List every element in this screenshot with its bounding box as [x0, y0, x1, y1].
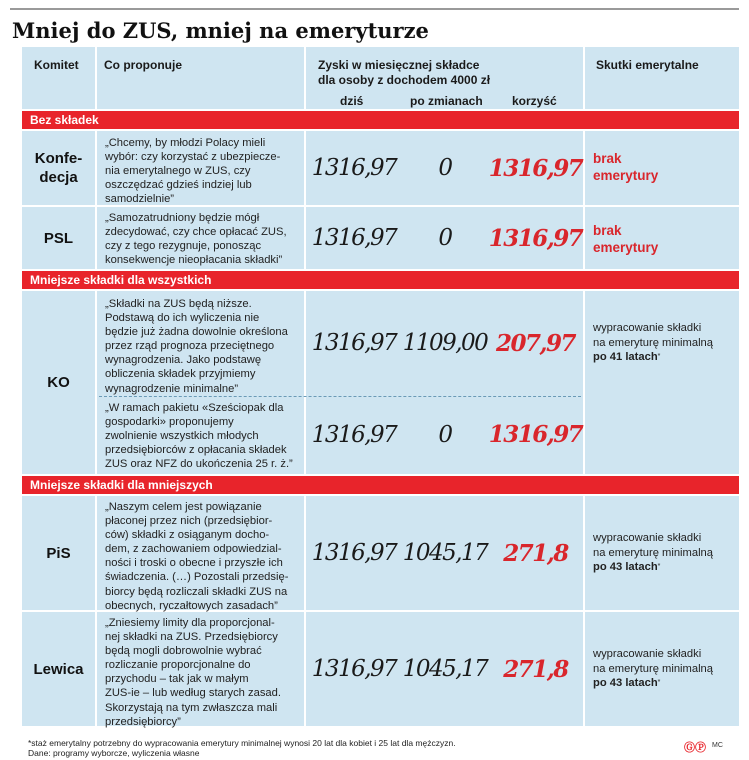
value-korzysc: 271,8: [503, 655, 568, 683]
value-dzis: 1316,97: [311, 155, 397, 181]
header-korzysc: korzyść: [512, 94, 557, 108]
proposal-text: „Samozatrudniony będzie mógł zdecydować, czy chce opłacać ZUS, czy z tego rezygnuje, ponosząc konsekwencje nieopłacania składki”: [105, 212, 287, 267]
footnote: *staż emerytalny potrzebny do wypracowania emerytury minimalnej wynosi 20 lat dla kobiet i 25 lat dla mężczyzn.: [28, 738, 456, 748]
effect-text: brak emerytury: [593, 151, 659, 183]
header-skutki-cell: [585, 47, 739, 109]
value-dzis: 1316,97: [311, 421, 397, 448]
header-proponuje-cell: [97, 47, 304, 109]
value-dzis: 1316,97: [311, 330, 397, 356]
header-dzis: dziś: [340, 94, 364, 108]
page-title: Mniej do ZUS, mniej na emeryturze: [12, 18, 429, 43]
value-dzis: 1316,97: [311, 656, 397, 682]
value-korzysc: 1316,97: [488, 224, 583, 252]
value-po-zmianach: 0: [438, 421, 452, 448]
effect-text: wypracowanie składki na emeryturę minimalną po 43 latach*: [593, 532, 714, 573]
ko-effect-cell: [585, 291, 739, 474]
party-name: KO: [47, 374, 70, 391]
value-po-zmianach: 0: [438, 155, 452, 181]
header-komitet-cell: [22, 47, 95, 109]
top-rule: [10, 8, 739, 10]
proposal-text: „Chcemy, by młodzi Polacy mieli wybór: czy korzystać z ubezpiecze- nia emerytalnego w ZUS, czy oszczędzać gdzieś indziej lub samodzielnie”: [105, 137, 281, 206]
section-mniejsze-wszyscy: Mniejsze składki dla wszystkich: [22, 271, 739, 289]
value-po-zmianach: 1109,00: [402, 330, 488, 356]
publisher-logo-icon: ⒼⓅ: [684, 742, 706, 754]
party-name: PSL: [43, 229, 74, 247]
source-note: Dane: programy wyborcze, wyliczenia własne: [28, 748, 200, 758]
value-dzis: 1316,97: [311, 225, 397, 251]
header-skutki: Skutki emerytalne: [596, 58, 699, 72]
value-po-zmianach: 1045,17: [402, 656, 488, 682]
value-korzysc: 1316,97: [488, 154, 583, 182]
value-dzis: 1316,97: [311, 540, 397, 566]
effect-text: wypracowanie składki na emeryturę minimalną po 43 latach*: [593, 648, 714, 689]
value-korzysc: 207,97: [495, 329, 576, 357]
value-po-zmianach: 1045,17: [402, 540, 488, 566]
value-po-zmianach: 0: [438, 225, 452, 251]
party-name: Lewica: [33, 660, 84, 678]
effect-text: brak emerytury: [593, 223, 659, 255]
party-name: Konfe- decja: [34, 150, 83, 186]
header-co-proponuje: Co proponuje: [104, 58, 182, 72]
proposal-text: „W ramach pakietu «Sześciopak dla gospodarki» proponujemy zwolnienie wszystkich młodych przedsiębiorców z opłacania składek ZUS oraz NFZ do ukończenia 25 r. ż.”: [105, 402, 293, 471]
header-komitet: Komitet: [34, 58, 79, 72]
value-korzysc: 1316,97: [488, 421, 583, 448]
proposal-text: „Naszym celem jest powiązanie płaconej przez nich (przedsiębior- ców) składki z osiąganym docho- dem, z zachowaniem odpowiedzial- ności i troski o obecne i przyszłe ich świadczenia. (…) Pozostali przedsię- biorcy będą rozliczali składki ZUS na obecnych, ryczałtowych zasadach”: [105, 501, 289, 612]
header-po-zmianach: po zmianach: [410, 94, 483, 108]
proposal-text: „Zniesiemy limity dla proporcjonal- nej składki na ZUS. Przedsiębiorcy będą mogli dobrowolnie wybrać rozliczanie proporcjonalne do przychodu – tak jak w małym ZUS-ie – lub według starych zasad. Skorzystają na tym zwłaszcza mali przedsiębiorcy”: [105, 617, 281, 728]
value-korzysc: 271,8: [503, 539, 568, 567]
author-initials: MC: [712, 742, 723, 749]
effect-text: wypracowanie składki na emeryturę minimalną po 41 latach*: [593, 322, 714, 363]
proposal-text: „Składki na ZUS będą niższe. Podstawą do ich wyliczenia nie będzie już żadna dowolnie określona przez rząd prognoza przeciętnego wynagrodzenia. Jako podstawę obliczenia składek przyjmiemy wynagrodzenie minimalne”: [105, 298, 288, 395]
header-zyski-line1: Zyski w miesięcznej składce: [318, 58, 480, 72]
header-zyski-line2: dla osoby z dochodem 4000 zł: [318, 73, 491, 87]
section-bez-skladek: Bez składek: [22, 111, 739, 129]
section-mniejsze-mniejsi: Mniejsze składki dla mniejszych: [22, 476, 739, 494]
party-name: PiS: [46, 544, 71, 562]
